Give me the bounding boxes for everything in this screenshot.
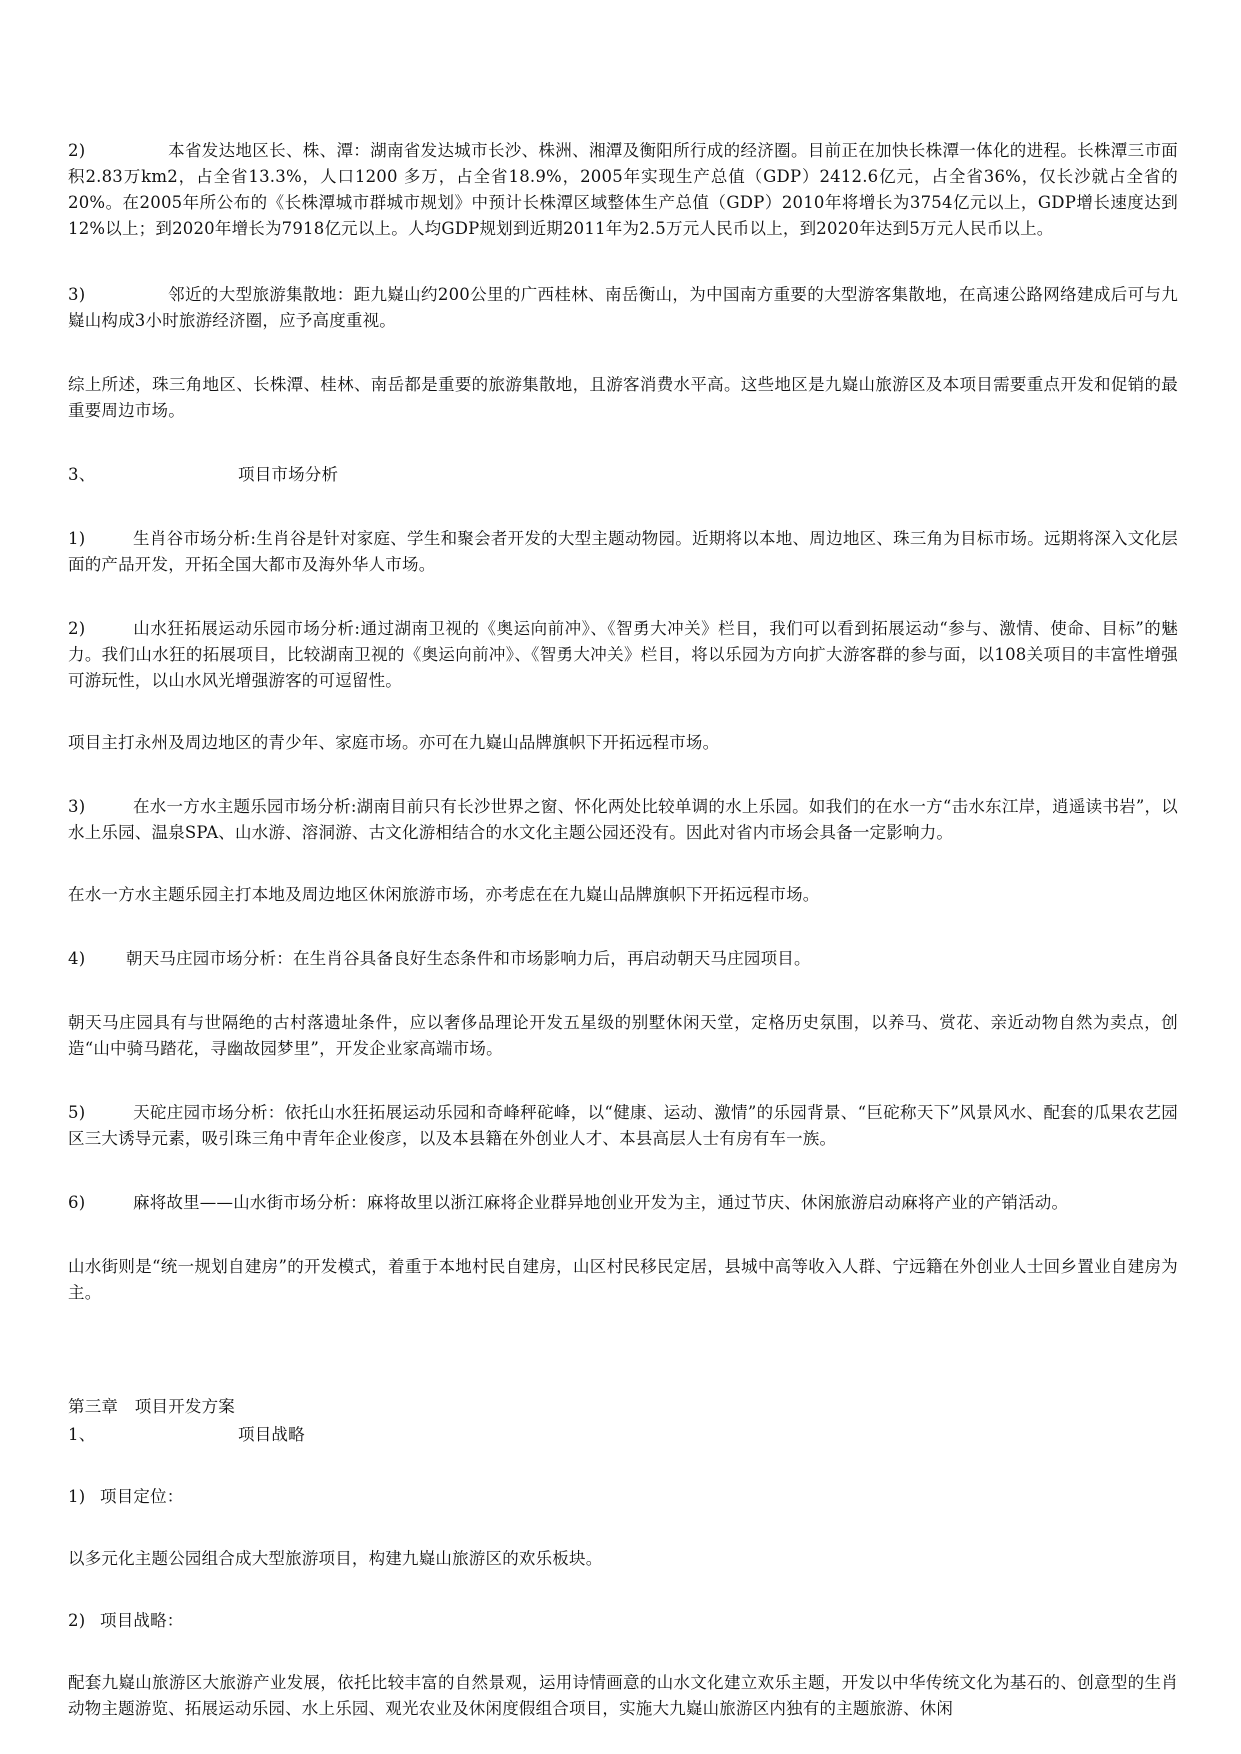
section-heading-strategy (68, 1422, 1178, 1448)
paragraph-mahjong-town (68, 1190, 1178, 1216)
item-number: 2) (68, 1611, 86, 1630)
chapter-title: 第三章 项目开发方案 (68, 1397, 235, 1416)
paragraph-positioning: 以多元化主题公园组合成大型旅游项目，构建九嶷山旅游区的欢乐板块。 (68, 1549, 603, 1568)
paragraph-zodiac-valley (68, 526, 1178, 578)
subheading-positioning (68, 1484, 1178, 1510)
section-title: 项目市场分析 (238, 465, 339, 484)
subheading-title: 项目定位： (100, 1487, 184, 1506)
paragraph-mahjong-note: 山水街则是“统一规划自建房”的开发模式，着重于本地村民自建房，山区村民移民定居，县城中高等收入人群、宁远籍在外创业人士回乡置业自建房为主。 (68, 1257, 1178, 1302)
item-number: 5) (68, 1103, 86, 1122)
item-number: 6) (68, 1193, 86, 1212)
paragraph-developed-region (68, 138, 1178, 242)
paragraph-text: 在水一方水主题乐园市场分析:湖南目前只有长沙世界之窗、怀化两处比较单调的水上乐园。如我们的在水一方“击水东江岸，逍遥读书岩”，以水上乐园、温泉SPA、山水游、溶洞游、古文化游相结合的水文化主题公园还没有。因此对省内市场会具备一定影响力。 (68, 797, 1178, 842)
paragraph-text: 山水狂拓展运动乐园市场分析:通过湖南卫视的《奥运向前冲》、《智勇大冲关》栏目，我们可以看到拓展运动“参与、激情、使命、目标”的魅力。我们山水狂的拓展项目，比较湖南卫视的《奥运向前冲》、《智勇大冲关》栏目，将以乐园为方向扩大游客群的参与面，以108关项目的丰富性增强可游玩性，以山水风光增强游客的可逗留性。 (68, 619, 1178, 690)
document-page (68, 138, 1178, 1722)
paragraph-horse-manor (68, 946, 1178, 972)
paragraph-text: 麻将故里——山水街市场分析：麻将故里以浙江麻将企业群异地创业开发为主，通过节庆、休闲旅游启动麻将产业的产销活动。 (133, 1193, 1069, 1212)
paragraph-adventure-park (68, 616, 1178, 694)
paragraph-strategy: 配套九嶷山旅游区大旅游产业发展，依托比较丰富的自然景观，运用诗情画意的山水文化建立欢乐主题，开发以中华传统文化为基石的、创意型的生肖动物主题游览、拓展运动乐园、水上乐园、观光农业及休闲度假组合项目，实施大九嶷山旅游区内独有的主题旅游、休闲 (68, 1673, 1178, 1718)
paragraph-text: 天砣庄园市场分析：依托山水狂拓展运动乐园和奇峰秤砣峰，以“健康、运动、激情”的乐园背景、“巨砣称天下”风景风水、配套的瓜果农艺园区三大诱导元素，吸引珠三角中青年企业俊彦，以及本县籍在外创业人才、本县高层人士有房有车一族。 (68, 1103, 1178, 1148)
paragraph-text: 朝天马庄园市场分析：在生肖谷具备良好生态条件和市场影响力后，再启动朝天马庄园项目。 (126, 949, 811, 968)
item-number: 1) (68, 1487, 86, 1506)
paragraph-summary: 综上所述，珠三角地区、长株潭、桂林、南岳都是重要的旅游集散地，且游客消费水平高。这些地区是九嶷山旅游区及本项目需要重点开发和促销的最重要周边市场。 (68, 375, 1178, 420)
paragraph-horse-manor-note: 朝天马庄园具有与世隔绝的古村落遗址条件，应以奢侈品理论开发五星级的别墅休闲天堂，定格历史氛围，以养马、赏花、亲近动物自然为卖点，创造“山中骑马踏花，寻幽故园梦里”，开发企业家高端市场。 (68, 1013, 1178, 1058)
paragraph-tourism-hub (68, 282, 1178, 334)
paragraph-tiantuo-manor (68, 1100, 1178, 1152)
paragraph-text: 本省发达地区长、株、潭：湖南省发达城市长沙、株洲、湘潭及衡阳所行成的经济圈。目前正在加快长株潭一体化的进程。长株潭三市面积2.83万km2，占全省13.3%，人口1200 多万，占全省18.9%，2005年实现生产总值（GDP）2412.6亿元，占全省36%，仅长沙就占全省的20%。在2005年所公布的《长株潭城市群城市规划》中预计长株潭区域整体生产总值（GDP）2010年将增长为3754亿元以上，GDP增长速度达到12%以上；到2020年增长为7918亿元以上。人均GDP规划到近期2011年为2.5万元人民币以上，到2020年达到5万元人民币以上。 (68, 141, 1178, 238)
paragraph-water-park-note: 在水一方水主题乐园主打本地及周边地区休闲旅游市场，亦考虑在在九嶷山品牌旗帜下开拓远程市场。 (68, 885, 820, 904)
paragraph-text: 邻近的大型旅游集散地：距九嶷山约200公里的广西桂林、南岳衡山，为中国南方重要的大型游客集散地，在高速公路网络建成后可与九嶷山构成3小时旅游经济圈，应予高度重视。 (68, 285, 1178, 330)
item-number: 3) (68, 285, 86, 304)
subheading-strategy (68, 1608, 1178, 1634)
section-heading-market-analysis (68, 462, 1178, 488)
paragraph-adventure-note: 项目主打永州及周边地区的青少年、家庭市场。亦可在九嶷山品牌旗帜下开拓远程市场。 (68, 733, 720, 752)
item-number: 3) (68, 797, 86, 816)
item-number: 2) (68, 141, 86, 160)
item-number: 1) (68, 529, 86, 548)
section-number: 1、 (68, 1425, 96, 1444)
section-title: 项目战略 (238, 1425, 305, 1444)
item-number: 2) (68, 619, 86, 638)
section-number: 3、 (68, 465, 96, 484)
item-number: 4) (68, 949, 86, 968)
subheading-title: 项目战略： (100, 1611, 184, 1630)
paragraph-text: 生肖谷市场分析:生肖谷是针对家庭、学生和聚会者开发的大型主题动物园。近期将以本地、周边地区、珠三角为目标市场。远期将深入文化层面的产品开发，开拓全国大都市及海外华人市场。 (68, 529, 1178, 574)
paragraph-water-park (68, 794, 1178, 846)
